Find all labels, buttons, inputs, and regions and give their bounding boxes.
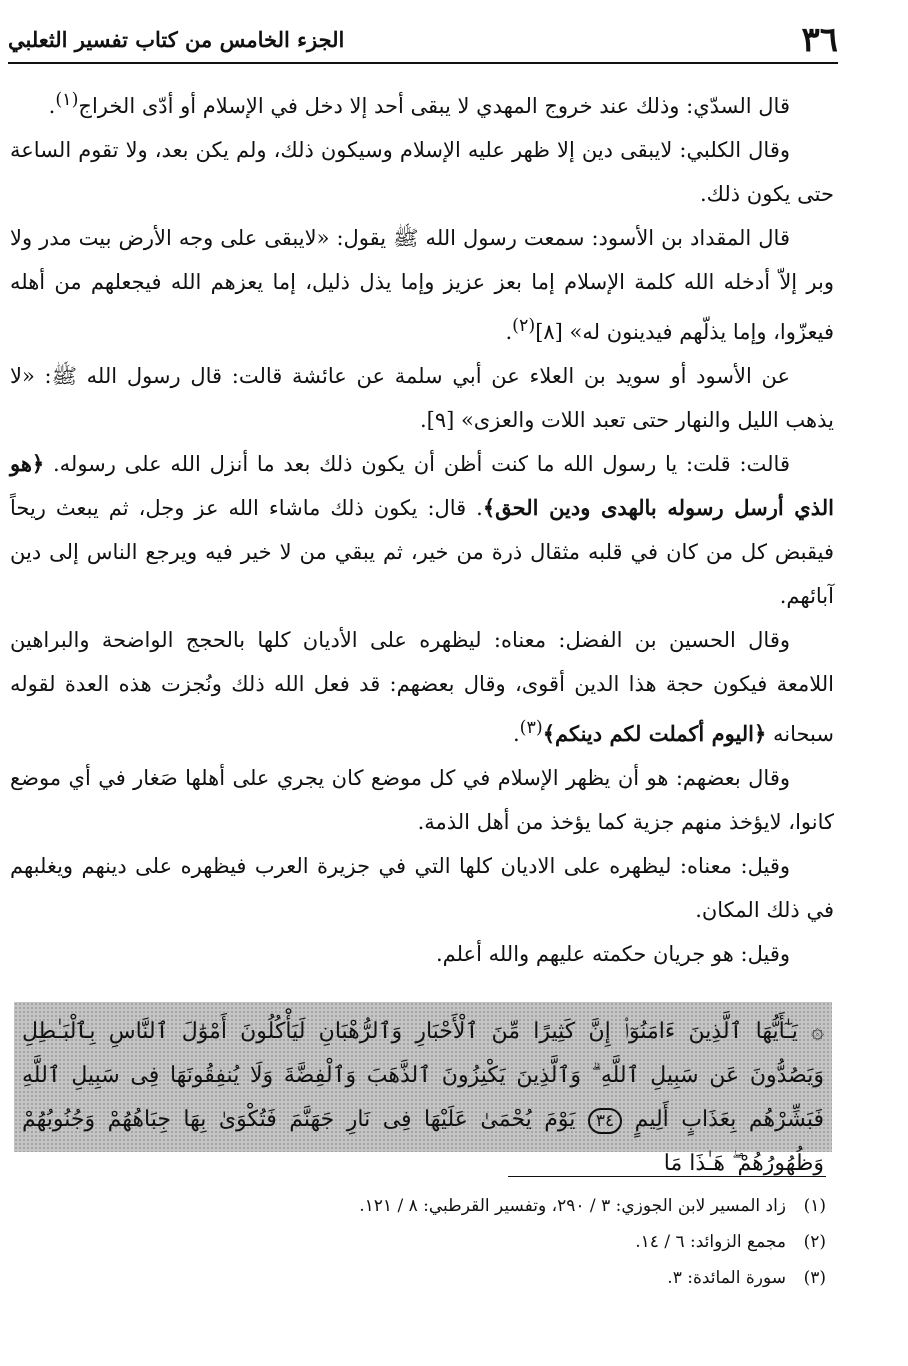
paragraph-baduhum: وقال بعضهم: هو أن يظهر الإسلام في كل موضع كان يجري على أهلها صَغار في أي موضع كانوا، لايؤخذ منهم جزية كما يؤخذ من أهل الذمة. — [10, 766, 834, 834]
footnote-divider — [508, 1176, 826, 1177]
hizb-ornament-icon: ۞ — [811, 1019, 824, 1044]
footnote-1: (١)زاد المسير لابن الجوزي: ٣ / ٢٩٠، وتفسير القرطبي: ٨ / ١٢١. — [359, 1196, 826, 1216]
footnote-ref: (١) — [55, 90, 79, 110]
paragraph-suddi: قال السدّي: وذلك عند خروج المهدي لا يبقى أحد إلا دخل في الإسلام أو أدّى الخراج$^{(١)}$. — [48, 90, 790, 118]
paragraph-husayn: وقال الحسين بن الفضل: معناه: ليظهره على الأديان كلها بالحجج الواضحة والبراهين اللامعة فيكون حجة هذا الدين أقوى، وقال بعضهم: قد فعل الله ذلك ونُجزت هذه العدة لقوله سبحانه ﴿اليوم أكملت لكم دينكم﴾$^{(٣)}$. — [10, 628, 835, 746]
footnotes — [226, 1188, 826, 1296]
page-header — [8, 20, 838, 60]
header-divider — [8, 62, 838, 64]
paragraph-qila-2: وقيل: هو جريان حكمته عليهم والله أعلم. — [435, 942, 790, 966]
body-text — [10, 78, 834, 976]
footnote-2: (٢)مجمع الزوائد: ٦ / ١٤. — [635, 1232, 826, 1252]
paragraph-qalat: قالت: قلت: يا رسول الله ما كنت أظن أن يكون ذلك بعد ما أنزل الله على رسوله. ﴿هو الذي أرسل رسوله بالهدى ودين الحق﴾. قال: يكون ذلك ماشاء الله عز وجل، ثم يبعث ريحاً فيقبض كل من كان في قلبه مثقال ذرة من خير، ثم يبقي من لا خير فيه ويرجع الناس إلى دين آبائهم. — [10, 451, 834, 608]
paragraph-miqdad: قال المقداد بن الأسود: سمعت رسول الله ﷺ يقول: «لايبقى على وجه الأرض بيت مدر ولا وبر إلاّ أدخله الله كلمة الإسلام إما بعز عزيز وإما يذل ذليل، إما يعزهم الله فيجعلهم من أهله فيعزّوا، وإما يذلّهم فيدينون له» [٨]$^{(٢)}$. — [10, 226, 834, 344]
quran-verse-box — [14, 1002, 832, 1176]
quran-quote: ﴿هو الذي أرسل رسوله بالهدى ودين الحق﴾ — [10, 451, 834, 520]
footnote-ref: (٢) — [512, 316, 536, 336]
page-number: ٣٦ — [801, 20, 838, 60]
quran-quote: ﴿اليوم أكملت لكم دينكم﴾ — [542, 721, 767, 746]
paragraph-qila-1: وقيل: معناه: ليظهره على الاديان كلها التي في جزيرة العرب فيظهره على دينهم ويغلبهم في ذلك المكان. — [10, 854, 834, 922]
paragraph-aisha-hadith: عن الأسود أو سويد بن العلاء عن أبي سلمة عن عائشة قالت: قال رسول الله ﷺ: «لا يذهب الليل والنهار حتى تعبد اللات والعزى» [٩]. — [10, 364, 834, 432]
running-title: الجزء الخامس من كتاب تفسير الثعلبي — [8, 27, 345, 52]
footnote-ref: (٣) — [519, 718, 543, 738]
paragraph-kalbi: وقال الكلبي: لايبقى دين إلا ظهر عليه الإسلام وسيكون ذلك، ولم يكن بعد، ولا تقوم الساعة حتى يكون ذلك. — [10, 138, 834, 206]
ayah-number-badge: ٣٤ — [588, 1108, 622, 1134]
footnote-3: (٣)سورة المائدة: ٣. — [667, 1268, 826, 1288]
quran-verse-text: ۞ يَـٰٓأَيُّهَا ٱلَّذِينَ ءَامَنُوٓا۟ إِنَّ كَثِيرًا مِّنَ ٱلْأَحْبَارِ وَٱلرُّهْبَانِ لَيَأْكُلُونَ أَمْوَٰلَ ٱلنَّاسِ بِٱلْبَـٰطِلِ وَيَصُدُّونَ عَن سَبِيلِ ٱللَّهِ ۗ وَٱلَّذِينَ يَكْنِزُونَ ٱلذَّهَبَ وَٱلْفِضَّةَ وَلَا يُنفِقُونَهَا فِى سَبِيلِ ٱللَّهِ فَبَشِّرْهُم بِعَذَابٍ أَلِيمٍ ٣٤ يَوْمَ يُحْمَىٰ عَلَيْهَا فِى نَارِ جَهَنَّمَ فَتُكْوَىٰ بِهَا جِبَاهُهُمْ وَجُنُوبُهُمْ وَظُهُورُهُمْ ۖ هَـٰذَا مَا — [22, 1019, 825, 1176]
